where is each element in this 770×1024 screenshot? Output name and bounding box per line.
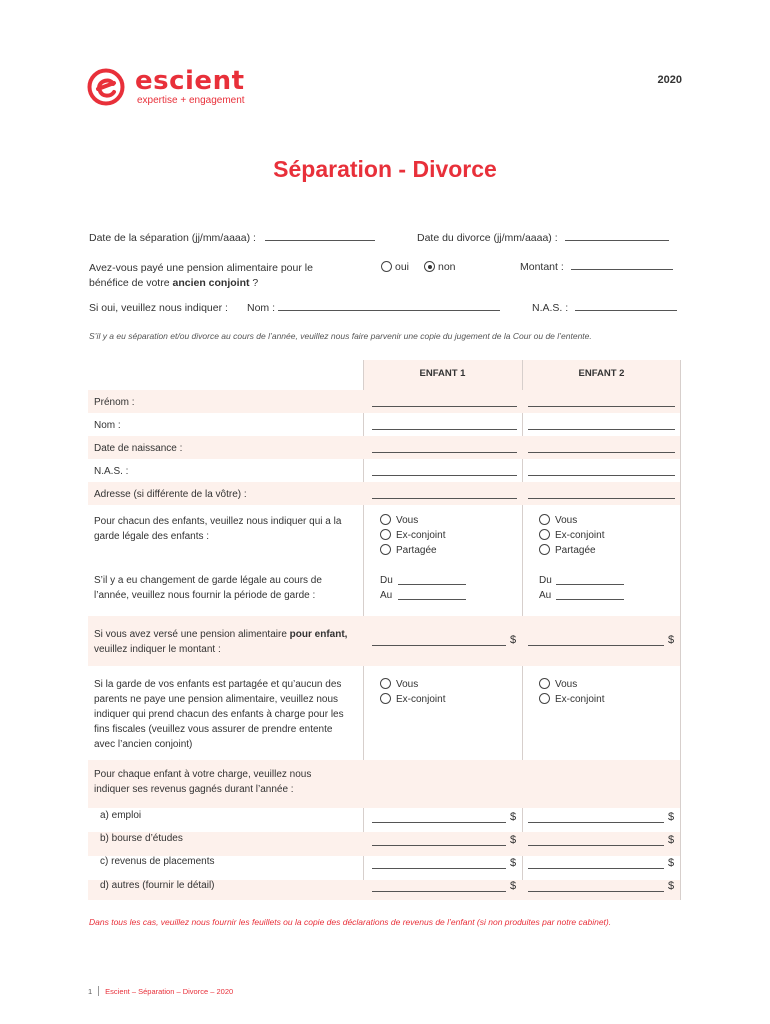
- nas-enfant1-blank[interactable]: [372, 475, 517, 476]
- label-garde: Pour chacun des enfants, veuillez nous indiquer qui a la garde légale des enfants :: [94, 516, 342, 542]
- table-right-border: [680, 360, 681, 900]
- charge1-vous[interactable]: Vous: [380, 678, 418, 690]
- label-pension-enfant: Si vous avez versé une pension alimentaire pour enfant, veuillez indiquer le montant :: [94, 629, 348, 655]
- enfant2-au-blank[interactable]: [556, 599, 624, 600]
- label-naissance: Date de naissance :: [94, 443, 183, 454]
- montant-blank[interactable]: [571, 261, 673, 270]
- radio-circle[interactable]: [380, 514, 391, 525]
- garde1-vous[interactable]: Vous: [380, 514, 418, 526]
- radio-circle[interactable]: [539, 693, 550, 704]
- label-prenom: Prénom :: [94, 397, 135, 408]
- separation-date-blank[interactable]: [265, 232, 375, 241]
- label-garde-partagee: Si la garde de vos enfants est partagée et qu’aucun des parents ne paye une pension alimentaire, veuillez nous indiquer qui prend chacun des enfants à charge pour les fins fiscales (veuillez vous assurer de prendre entente avec l’ancien conjoint): [94, 679, 344, 750]
- placements-enfant1-blank[interactable]: [372, 868, 506, 869]
- col-header-enfant-2: ENFANT 2: [578, 368, 625, 379]
- label-bourse: b) bourse d’études: [100, 833, 183, 844]
- radio-non[interactable]: [424, 261, 456, 273]
- prenom-enfant1-blank[interactable]: [372, 406, 517, 407]
- pension-enfant2-blank[interactable]: [528, 645, 664, 646]
- prenom-enfant2-blank[interactable]: [528, 406, 675, 407]
- nas-blank[interactable]: [575, 302, 677, 311]
- garde2-exconjoint[interactable]: Ex-conjoint: [539, 529, 604, 541]
- dollar-sign: $: [668, 857, 675, 869]
- pension-question-line2: bénéfice de votre ancien conjoint ?: [89, 277, 259, 289]
- page-title: Séparation - Divorce: [273, 156, 497, 182]
- dollar-sign: $: [510, 634, 517, 646]
- naissance-enfant1-blank[interactable]: [372, 452, 517, 453]
- montant-label: Montant :: [520, 261, 564, 273]
- enfant2-du-blank[interactable]: [556, 584, 624, 585]
- label-emploi: a) emploi: [100, 810, 142, 821]
- dollar-sign: $: [510, 811, 517, 823]
- radio-circle[interactable]: [380, 678, 391, 689]
- label-placements: c) revenus de placements: [100, 856, 215, 867]
- radio-circle[interactable]: [380, 544, 391, 555]
- radio-oui-circle[interactable]: [381, 261, 392, 272]
- radio-oui-label: oui: [395, 261, 410, 273]
- label-changement: S’il y a eu changement de garde légale au cours de l’année, veuillez nous fournir la période de garde :: [94, 575, 322, 601]
- document-year: 2020: [657, 74, 682, 86]
- nom-enfant1-blank[interactable]: [372, 429, 517, 430]
- nas-enfant2-blank[interactable]: [528, 475, 675, 476]
- pension-question: [89, 261, 313, 291]
- emploi-enfant1-blank[interactable]: [372, 822, 506, 823]
- nom-field: [247, 302, 500, 314]
- radio-circle[interactable]: [539, 678, 550, 689]
- radio-oui[interactable]: [381, 261, 409, 273]
- dollar-sign: $: [668, 834, 675, 846]
- label-nom: Nom :: [94, 420, 121, 431]
- adresse-enfant1-blank[interactable]: [372, 498, 517, 499]
- charge1-exconjoint[interactable]: Ex-conjoint: [380, 693, 445, 705]
- separation-date-field: [89, 232, 375, 244]
- dollar-sign: $: [510, 857, 517, 869]
- row-prenom-bg: [88, 390, 680, 413]
- logo-wordmark: escient: [135, 66, 245, 96]
- enfant2-au: Au: [539, 590, 552, 601]
- charge2-vous[interactable]: Vous: [539, 678, 577, 690]
- radio-circle[interactable]: [380, 693, 391, 704]
- emploi-enfant2-blank[interactable]: [528, 822, 664, 823]
- pour-enfant-bold: pour enfant,: [289, 629, 348, 640]
- footer-text: Escient – Séparation – Divorce – 2020: [105, 987, 234, 996]
- nom-enfant2-blank[interactable]: [528, 429, 675, 430]
- bourse-enfant1-blank[interactable]: [372, 845, 506, 846]
- autres-enfant2-blank[interactable]: [528, 891, 664, 892]
- garde1-exconjoint[interactable]: Ex-conjoint: [380, 529, 445, 541]
- nas-label: N.A.S. :: [532, 302, 569, 314]
- dollar-sign: $: [510, 880, 517, 892]
- nas-field: [532, 302, 677, 314]
- ancien-conjoint-bold: ancien conjoint: [172, 277, 250, 289]
- garde1-partagee[interactable]: Partagée: [380, 544, 437, 556]
- escient-logo: [87, 68, 262, 110]
- dollar-sign: $: [668, 880, 675, 892]
- montant-field: [520, 261, 673, 273]
- col-header-enfant-1: ENFANT 1: [419, 368, 466, 379]
- footer-divider: [98, 986, 99, 996]
- garde2-vous[interactable]: Vous: [539, 514, 577, 526]
- label-revenus: Pour chaque enfant à votre charge, veuillez nous indiquer ses revenus gagnés durant l’année :: [94, 769, 312, 795]
- enfant1-du: Du: [380, 575, 393, 586]
- naissance-enfant2-blank[interactable]: [528, 452, 675, 453]
- enfant1-au-blank[interactable]: [398, 599, 466, 600]
- dollar-sign: $: [668, 811, 675, 823]
- escient-logo-icon: [87, 68, 125, 106]
- enfant2-du: Du: [539, 575, 552, 586]
- divorce-date-blank[interactable]: [565, 232, 669, 241]
- radio-circle[interactable]: [380, 529, 391, 540]
- divorce-date-label: Date du divorce (jj/mm/aaaa) :: [417, 232, 558, 244]
- radio-non-circle-selected[interactable]: [424, 261, 435, 272]
- radio-non-label: non: [438, 261, 456, 273]
- children-table: [88, 360, 681, 900]
- garde2-partagee[interactable]: Partagée: [539, 544, 596, 556]
- divorce-date-field: [417, 232, 669, 244]
- dollar-sign: $: [668, 634, 675, 646]
- logo-tagline: expertise + engagement: [137, 95, 245, 106]
- radio-circle[interactable]: [539, 529, 550, 540]
- charge2-exconjoint[interactable]: Ex-conjoint: [539, 693, 604, 705]
- nom-label: Nom :: [247, 302, 276, 314]
- footnote-feuillets: Dans tous les cas, veuillez nous fournir les feuillets ou la copie des déclarations de revenus de l’enfant (si non produites par notre cabinet).: [89, 917, 612, 927]
- enfant1-du-blank[interactable]: [398, 584, 466, 585]
- bourse-enfant2-blank[interactable]: [528, 845, 664, 846]
- page-footer: [88, 986, 233, 996]
- pension-question-line1: Avez-vous payé une pension alimentaire pour le: [89, 262, 313, 274]
- page-number: 1: [88, 987, 93, 996]
- adresse-enfant2-blank[interactable]: [528, 498, 675, 499]
- placements-enfant2-blank[interactable]: [528, 868, 664, 869]
- pension-enfant1-blank[interactable]: [372, 645, 506, 646]
- label-autres: d) autres (fournir le détail): [100, 880, 215, 891]
- radio-circle[interactable]: [539, 514, 550, 525]
- if-yes-label: Si oui, veuillez nous indiquer :: [89, 302, 228, 314]
- jugement-note: S’il y a eu séparation et/ou divorce au cours de l’année, veuillez nous faire parvenir une copie du jugement de la Cour ou de l’entente.: [89, 331, 592, 341]
- separation-date-label: Date de la séparation (jj/mm/aaaa) :: [89, 232, 256, 244]
- radio-circle[interactable]: [539, 544, 550, 555]
- enfant1-au: Au: [380, 590, 393, 601]
- nom-blank[interactable]: [278, 302, 500, 311]
- label-nas: N.A.S. :: [94, 466, 129, 477]
- label-adresse: Adresse (si différente de la vôtre) :: [94, 489, 247, 500]
- autres-enfant1-blank[interactable]: [372, 891, 506, 892]
- dollar-sign: $: [510, 834, 517, 846]
